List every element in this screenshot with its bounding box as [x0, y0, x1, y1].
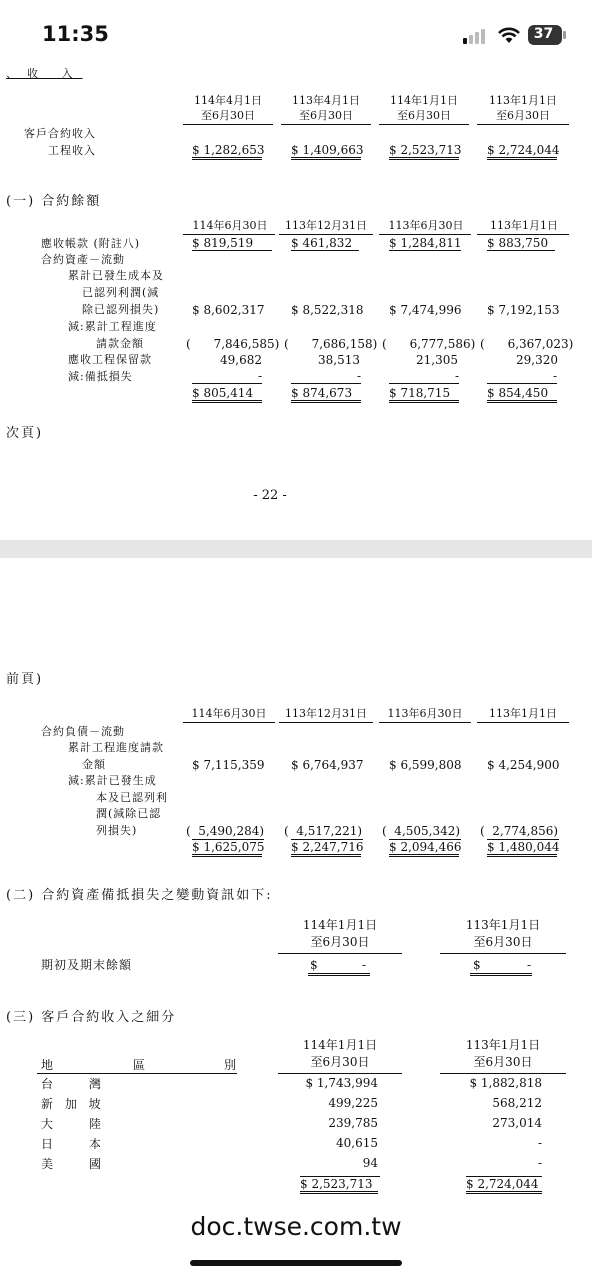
- allow-value: -: [527, 958, 532, 972]
- ar-label: 應收帳款 (附註八): [41, 237, 141, 250]
- region-value-2025: 40,615: [336, 1136, 378, 1150]
- bal-header: 114年6月30日: [192, 219, 268, 232]
- region-col-label: 別: [224, 1058, 238, 1072]
- header-line: 至6月30日: [201, 109, 255, 122]
- liab-cost-label-line: 列損失): [96, 824, 138, 837]
- billing-value: ( 7,846,585): [186, 337, 280, 351]
- header-line: 至6月30日: [397, 109, 451, 122]
- liab-total: $ 2,247,716: [291, 840, 361, 857]
- section-contract-balance-title: (一) 合約餘額: [6, 194, 102, 209]
- region-col-label: 地: [41, 1058, 55, 1072]
- region-name: 大 陸: [41, 1117, 106, 1131]
- liab-cost-value: ( 4,517,221): [284, 824, 363, 838]
- header-line: 至6月30日: [310, 1055, 370, 1069]
- allow-value: -: [362, 958, 367, 972]
- retention-value: 38,513: [318, 353, 360, 367]
- home-indicator[interactable]: [190, 1260, 402, 1266]
- balance-total: $ 854,450: [487, 386, 557, 403]
- liab-header: 113年1月1日: [489, 707, 557, 720]
- region-value-2024: -: [537, 1136, 542, 1150]
- billing-value: ( 6,367,023): [480, 337, 574, 351]
- header-line: 114年1月1日: [390, 94, 458, 107]
- region-value-2024: 273,014: [492, 1116, 542, 1130]
- top-partial-heading: 、收 入: [6, 67, 83, 80]
- billing-label-line: 請款金額: [96, 337, 144, 350]
- liab-billing-label-line: 累計工程進度請款: [68, 741, 164, 754]
- balance-total: $ 805,414: [192, 386, 262, 403]
- cost-label-line: 累計已發生成本及: [68, 269, 164, 282]
- rev-value: $ 2,724,044: [487, 143, 557, 160]
- allowance-label: 減:備抵損失: [68, 370, 133, 383]
- bal-header: 113年1月1日: [490, 219, 558, 232]
- liab-header: 113年12月31日: [285, 707, 367, 720]
- allow-opening-closing-label: 期初及期末餘額: [41, 958, 133, 972]
- rev-label-contract: 客戶合約收入: [24, 127, 96, 140]
- region-value-2024: $ 1,882,818: [469, 1076, 542, 1090]
- header-line: 至6月30日: [299, 109, 353, 122]
- header-line: 113年1月1日: [465, 1038, 541, 1052]
- ar-value: $ 1,284,811: [389, 236, 462, 250]
- cost-value: $ 7,192,153: [487, 303, 560, 317]
- region-header-2: [440, 1037, 566, 1071]
- header-line: 至6月30日: [473, 1055, 533, 1069]
- liab-billing-label-line: 金額: [82, 758, 106, 771]
- battery-icon: [528, 25, 562, 45]
- region-total: $ 2,724,044: [466, 1177, 542, 1194]
- cost-value: $ 8,602,317: [192, 303, 265, 317]
- header-line: 至6月30日: [496, 109, 550, 122]
- header-line: 114年4月1日: [194, 94, 262, 107]
- cost-value: $ 8,522,318: [291, 303, 364, 317]
- bal-header: 113年6月30日: [388, 219, 464, 232]
- signal-icon: [462, 27, 492, 45]
- rev-header-1: [183, 93, 273, 123]
- rev-value: $ 2,523,713: [389, 143, 459, 160]
- liab-total: $ 2,094,466: [389, 840, 459, 857]
- allow-currency: $: [310, 958, 318, 972]
- billing-label-line: 減:累計工程進度: [68, 320, 157, 333]
- header-line: 113年4月1日: [292, 94, 360, 107]
- liab-billing-value: $ 6,599,808: [389, 758, 462, 772]
- allowance-value: -: [192, 369, 262, 384]
- continued-from-previous: 前頁): [6, 672, 44, 687]
- liab-billing-value: $ 7,115,359: [192, 758, 265, 772]
- bal-header: 113年12月31日: [285, 219, 367, 232]
- region-value-2025: $ 1,743,994: [305, 1076, 378, 1090]
- header-line: 113年1月1日: [489, 94, 557, 107]
- continued-next-page: 次頁): [6, 426, 44, 441]
- allow-header-2: [440, 917, 566, 951]
- retention-label: 應收工程保留款: [68, 353, 152, 366]
- page-number: - 22 -: [253, 488, 287, 503]
- region-name: 日 本: [41, 1137, 106, 1151]
- region-col-label: 區: [133, 1058, 147, 1072]
- contract-asset-label: 合約資產－流動: [41, 253, 125, 266]
- region-total: $ 2,523,713: [300, 1177, 378, 1194]
- browser-bottom-bar: [0, 1200, 592, 1280]
- cost-value: $ 7,474,996: [389, 303, 462, 317]
- region-value-2024: -: [537, 1156, 542, 1170]
- region-header-1: [278, 1037, 402, 1071]
- rev-value: $ 1,409,663: [291, 143, 361, 160]
- status-time: 11:35: [42, 22, 109, 46]
- balance-total: $ 874,673: [291, 386, 361, 403]
- rev-header-4: [477, 93, 569, 123]
- allow-header-1: [278, 917, 402, 951]
- page-separator: [0, 540, 592, 558]
- ar-value: $ 819,519: [192, 236, 272, 251]
- cost-label-line: 已認列利潤(減: [82, 286, 160, 299]
- url-label[interactable]: doc.twse.com.tw: [190, 1212, 402, 1241]
- retention-value: 29,320: [516, 353, 558, 367]
- region-name: 美 國: [41, 1157, 106, 1171]
- retention-value: 21,305: [416, 353, 458, 367]
- ar-value: $ 883,750: [487, 236, 555, 251]
- billing-value: ( 6,777,586): [382, 337, 476, 351]
- region-name: 新 加 坡: [41, 1097, 105, 1111]
- liab-billing-value: $ 6,764,937: [291, 758, 364, 772]
- liab-cost-label-line: 本及已認列利: [96, 791, 168, 804]
- liab-total: $ 1,625,075: [192, 840, 262, 857]
- liab-total: $ 1,480,044: [487, 840, 557, 857]
- liab-cost-value: ( 4,505,342): [382, 824, 461, 838]
- liab-header: 113年6月30日: [387, 707, 463, 720]
- rev-label-engineering: 工程收入: [48, 144, 96, 157]
- retention-value: 49,682: [220, 353, 262, 367]
- section-allowance-title: (二) 合約資產備抵損失之變動資訊如下:: [6, 888, 273, 903]
- wifi-icon: [497, 26, 521, 44]
- cost-label-line: 除已認列損失): [82, 303, 160, 316]
- liab-cost-value: ( 2,774,856): [480, 824, 559, 838]
- header-line: 114年1月1日: [302, 1038, 378, 1052]
- allowance-value: -: [487, 369, 557, 384]
- contract-liab-label: 合約負債－流動: [41, 725, 125, 738]
- region-value-2025: 94: [362, 1156, 378, 1170]
- rev-header-3: [379, 93, 469, 123]
- header-line: 114年1月1日: [302, 918, 378, 932]
- liab-cost-label-line: 減:累計已發生成: [68, 774, 157, 787]
- allowance-value: -: [389, 369, 459, 384]
- header-line: 至6月30日: [473, 935, 533, 949]
- region-value-2024: 568,212: [492, 1096, 542, 1110]
- header-line: 至6月30日: [310, 935, 370, 949]
- liab-cost-value: ( 5,490,284): [186, 824, 265, 838]
- allow-currency: $: [473, 958, 481, 972]
- battery-level: 37: [533, 26, 554, 42]
- rev-header-2: [281, 93, 371, 123]
- ar-value: $ 461,832: [291, 236, 359, 251]
- allowance-value: -: [291, 369, 361, 384]
- section-revenue-breakdown-title: (三) 客戶合約收入之細分: [6, 1010, 177, 1025]
- liab-cost-label-line: 潤(減除已認: [96, 807, 162, 820]
- liab-billing-value: $ 4,254,900: [487, 758, 560, 772]
- status-bar: [0, 0, 592, 70]
- rev-value: $ 1,282,653: [192, 143, 262, 160]
- liab-header: 114年6月30日: [191, 707, 267, 720]
- balance-total: $ 718,715: [389, 386, 459, 403]
- region-value-2025: 239,785: [328, 1116, 378, 1130]
- header-line: 113年1月1日: [465, 918, 541, 932]
- billing-value: ( 7,686,158): [284, 337, 378, 351]
- region-value-2025: 499,225: [328, 1096, 378, 1110]
- region-name: 台 灣: [41, 1077, 106, 1091]
